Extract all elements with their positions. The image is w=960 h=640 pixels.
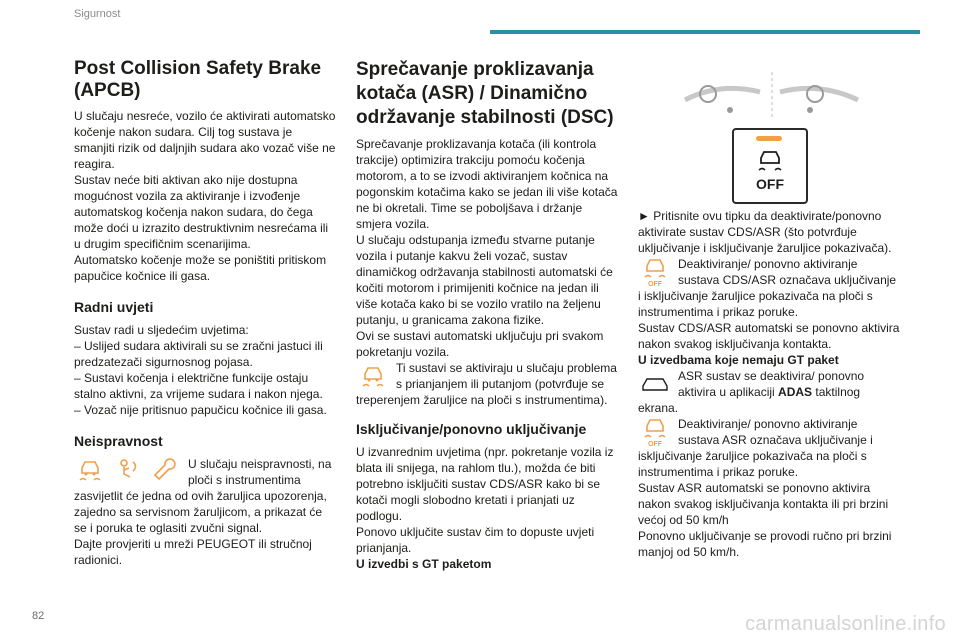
- asr-note: Ti sustavi se aktiviraju u slučaju problema s prianjanjem ili putanjom (potvrđuje se treperenjem žaruljice na ploči s instrumentima).: [356, 361, 617, 407]
- asr-para-5: Ponovno uključivanje se provodi ručno pri brzini manjoj od 50 km/h.: [638, 529, 892, 559]
- car-outline-icon: [638, 368, 672, 400]
- fault-text: U slučaju neispravnosti, na ploči s instrumentima zasvijetlit će jedna od ovih žaruljica upozorenja, zajedno sa servisnom žaruljicom, a prikazat će se i poruka te oglasiti zvučni signal.: [74, 457, 332, 535]
- esp-off-warning-icon: [638, 416, 672, 448]
- column-instructions: [638, 208, 900, 560]
- conditions-line: – Uslijed sudara aktivirali su se zračni jastuci ili predzatezači sigurnosnog pojasa.: [74, 339, 323, 369]
- apcb-heading: Post Collision Safety Brake (APCB): [74, 58, 322, 101]
- airbag-warning-icon: [112, 456, 144, 484]
- svg-text:OFF: OFF: [648, 281, 662, 287]
- esp-active-icon: [356, 360, 390, 392]
- asr-heading: Sprečavanje proklizavanja kotača (ASR) / Dinamično održavanje stabilnosti (DSC): [356, 59, 614, 128]
- cds-para-2: Sustav CDS/ASR automatski se ponovno aktivira nakon svakog isključivanja kontakta.: [638, 321, 900, 351]
- conditions-heading: Radni uvjeti: [74, 299, 154, 315]
- button-indicator-led: [756, 136, 782, 141]
- apcb-intro-1: U slučaju nesreće, vozilo će aktivirati automatsko kočenje nakon sudara. Cilj tog sustava je smanjiti rizik od daljnjih sudara ako vozač više ne reagira.: [74, 109, 336, 171]
- page-number: 82: [32, 610, 45, 622]
- asr-intro-3: Ovi se sustavi automatski uključuju pri svakom pokretanju vozila.: [356, 329, 604, 359]
- fault-text-2: Dajte provjeriti u mreži PEUGEOT ili stručnoj radionici.: [74, 537, 312, 567]
- asr-para-4: Sustav ASR automatski se ponovno aktivira nakon svakog isključivanja kontakta ili pri brzini većoj od 50 km/h: [638, 481, 889, 527]
- conditions-line: – Sustavi kočenja i električne funkcije ostaju stalno aktivni, za vrijeme sudara i nakon njega.: [74, 371, 323, 401]
- toggle-heading: Isključivanje/ponovno uključivanje: [356, 421, 587, 437]
- column-asr: [356, 58, 618, 572]
- svg-text:OFF: OFF: [648, 441, 662, 447]
- esp-car-icon: [754, 148, 786, 172]
- apcb-intro-3: Automatsko kočenje može se poništiti pritiskom papučice kočnice ili gasa.: [74, 253, 327, 283]
- cds-para-1: Deaktiviranje/ ponovno aktiviranje sustava CDS/ASR označava uključivanje i isključivanje žaruljice pokazivača na ploči s instrumentima i prikaz poruke.: [638, 257, 897, 319]
- toggle-text-2: Ponovo uključite sustav čim to dopuste uvjeti prianjanja.: [356, 525, 595, 555]
- asr-para-3: Deaktiviranje/ ponovno aktiviranje sustava ASR označava uključivanje i isključivanje žaruljice pokazivača na ploči s instrumentima i prikaz poruke.: [638, 417, 873, 479]
- esp-off-warning-icon: [638, 256, 672, 288]
- gt-label: U izvedbi s GT paketom: [356, 557, 492, 571]
- dashboard-illustration: [680, 72, 860, 127]
- off-label: OFF: [756, 176, 784, 192]
- toggle-text-1: U izvanrednim uvjetima (npr. pokretanje vozila iz blata ili snijega, na rahlom tlu.), možda će biti potrebno isključiti sustav CDS/ASR kako bi se kotači mogli slobodno kretati i prianjati uz podlogu.: [356, 445, 614, 523]
- conditions-line: Sustav radi u sljedećim uvjetima:: [74, 323, 249, 337]
- step-instruction: ► Pritisnite ovu tipku da deaktivirate/ponovno aktivirate sustav CDS/ASR (što potvrđuje uključivanje i isključivanje žaruljice pokazivača).: [638, 209, 892, 255]
- header-accent-bar: [490, 30, 920, 34]
- esp-off-button: [732, 128, 808, 204]
- asr-intro-1: Sprečavanje proklizavanja kotača (ili kontrola trakcije) optimizira trakciju pomoću kočenja motorom, a to se izvodi aktiviranjem kočnica na pogonskim kotačima kako se jedan ili više kotača ne bi okretali. Time se poboljšava i držanje smjera vozila.: [356, 137, 618, 231]
- section-title: Sigurnost: [74, 8, 121, 20]
- asr-intro-2: U slučaju odstupanja između stvarne putanje vozila i putanje kakvu želi vozač, sustav dinamičkog održavanja stabilnosti automatski će kočiti motorom i primijeniti kočnice na jedan ili više kotača kako bi se vozilo vratilo na željenu putanju, u granicama zakona fizike.: [356, 233, 613, 327]
- warning-icons: [74, 456, 182, 484]
- column-apcb: [74, 58, 336, 568]
- watermark: carmanualsonline.info: [745, 613, 946, 635]
- nogt-label: U izvedbama koje nemaju GT paket: [638, 353, 839, 367]
- conditions-line: – Vozač nije pritisnuo papučicu kočnice ili gasa.: [74, 403, 327, 417]
- adas-para: ASR sustav se deaktivira/ ponovno aktivira u aplikaciji ADAS taktilnog ekrana.: [638, 369, 865, 415]
- apcb-intro-2: Sustav neće biti aktivan ako nije dostupna mogućnost vozila za aktiviranje i izvođenje automatskog kočenja nakon sudara, do čega može doći u izrazito destruktivnim nesrećama ili u drugim specifičnim scenarijima.: [74, 173, 329, 251]
- fault-heading: Neispravnost: [74, 433, 163, 449]
- esp-warning-icon: [74, 456, 106, 484]
- service-wrench-icon: [150, 456, 182, 484]
